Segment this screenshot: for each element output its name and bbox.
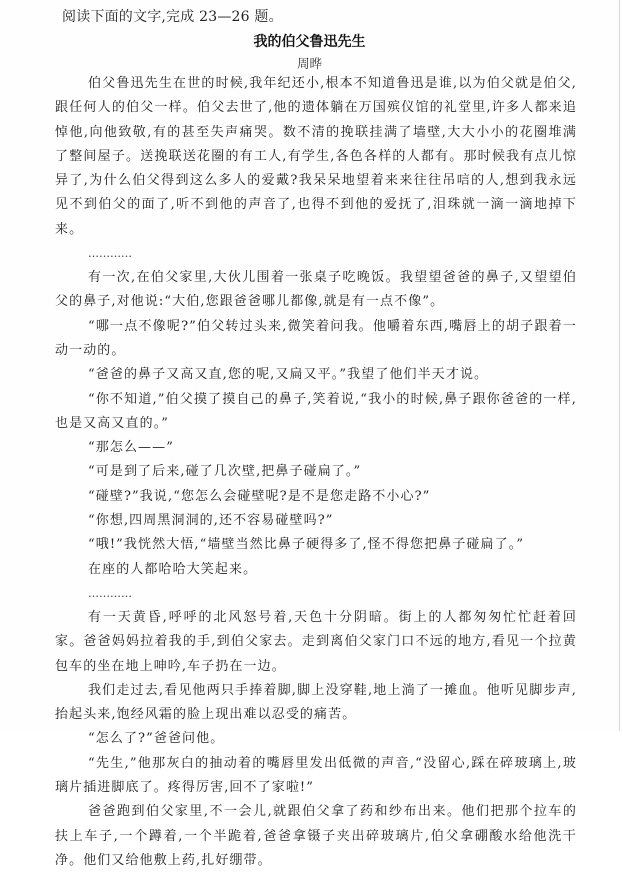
ellipsis-separator: ………… xyxy=(88,586,132,600)
paragraph: “那怎么——” xyxy=(88,440,174,456)
page-edge-divider xyxy=(619,0,620,731)
paragraph: “碰壁?”我说,“您怎么会碰壁呢?是不是您走路不小心?” xyxy=(88,488,431,504)
paragraph: “先生,”他那灰白的抽动着的嘴唇里发出低微的声音,“没留心,踩在碎玻璃上,玻璃片插进脚底了。疼得厉害,回不了家啦!” xyxy=(55,755,577,796)
paragraph: 爸爸跑到伯父家里,不一会儿,就跟伯父拿了药和纱布出来。他们把那个拉车的扶上车子,一个蹲着,一个半跪着,爸爸拿镊子夹出碎玻璃片,伯父拿硼酸水给他洗干净。他们又给他敷上药,扎好绷带。 xyxy=(55,804,577,868)
paragraph: “可是到了后来,碰了几次壁,把鼻子碰扁了。” xyxy=(88,464,362,480)
paragraph: “你想,四周黑洞洞的,还不容易碰壁吗?” xyxy=(88,513,334,529)
article-title: 我的伯父鲁迅先生 xyxy=(253,34,366,50)
paragraph: 有一天黄昏,呼呼的北风怒号着,天色十分阴暗。街上的人都匆匆忙忙赶着回家。爸爸妈妈拉着我的手,到伯父家去。走到离伯父家门口不远的地方,看见一个拉黄包车的坐在地上呻吟,车子扔在一边。 xyxy=(55,609,577,674)
paragraph: “爸爸的鼻子又高又直,您的呢,又扁又平。”我望了他们半天才说。 xyxy=(88,367,489,383)
paragraph: “怎么了?”爸爸问他。 xyxy=(88,731,225,747)
paragraph: 伯父鲁迅先生在世的时候,我年纪还小,根本不知道鲁迅是谁,以为伯父就是伯父,跟任何人的伯父一样。伯父去世了,他的遗体躺在万国殡仪馆的礼堂里,许多人都来追悼他,向他致敬,有的甚至失声痛哭。数不清的挽联挂满了墙壁,大大小小的花圈堆满了整间屋子。送挽联送花圈的有工人,有学生,各色各样的人都有。那时候我有点儿惊异了,为什么伯父得到这么多人的爱戴?我呆呆地望着来来往往吊唁的人,想到我永远见不到伯父的面了,听不到他的声音了,也得不到他的爱抚了,泪珠就一滴一滴地掉下来。 xyxy=(55,76,577,237)
ellipsis-separator: ………… xyxy=(88,247,132,261)
article-body xyxy=(55,72,577,873)
paragraph: “哪一点不像呢?”伯父转过头来,微笑着问我。他嚼着东西,嘴唇上的胡子跟着一动一动的。 xyxy=(55,318,577,358)
paragraph: “哦!”我恍然大悟,“墙壁当然比鼻子硬得多了,怪不得您把鼻子碰扁了。” xyxy=(88,537,525,553)
paragraph: 我们走过去,看见他两只手捧着脚,脚上没穿鞋,地上淌了一摊血。他听见脚步声,抬起头来,饱经风霜的脸上现出难以忍受的痛苦。 xyxy=(55,682,577,723)
article-author: 周晔 xyxy=(296,56,322,71)
paragraph: “你不知道,”伯父摸了摸自己的鼻子,笑着说,“我小的时候,鼻子跟你爸爸的一样,也是又高又直的。” xyxy=(55,391,577,431)
paragraph: 在座的人都哈哈大笑起来。 xyxy=(88,561,258,577)
reading-instruction: 阅读下面的文字,完成 23—26 题。 xyxy=(62,9,283,25)
paragraph: 有一次,在伯父家里,大伙儿围着一张桌子吃晚饭。我望望爸爸的鼻子,又望望伯父的鼻子,对他说:“大伯,您跟爸爸哪儿都像,就是有一点不像”。 xyxy=(55,270,577,310)
